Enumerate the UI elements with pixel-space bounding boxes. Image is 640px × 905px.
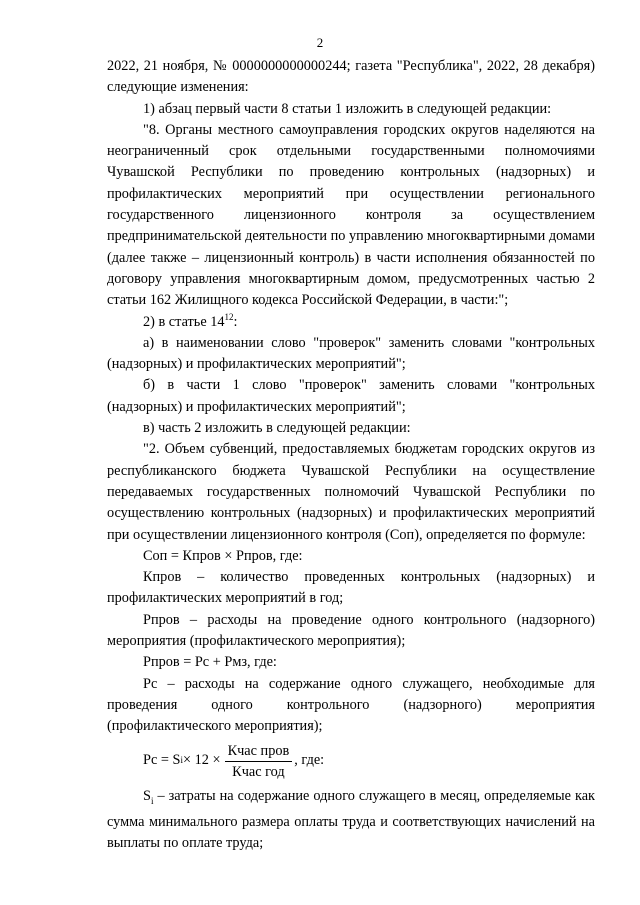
formula-rs-lhs: Рс = S [143,752,181,769]
paragraph-quote-2: "2. Объем субвенций, предоставляемых бюджетам городских округов из республиканского бюджета Чувашской Республики на осуществление передаваемых государственных полномочий Чувашской Республики по осуществлению контрольных (надзорных) и профилактических мероприятий при осуществлении лицензионного контроля (Соп), определяется по формуле: [107,441,595,543]
fraction-denominator: Кчас год [232,763,285,780]
paragraph-subitem-v: в) часть 2 изложить в следующей редакции: [143,420,411,437]
definition-rprov: Рпров – расходы на проведение одного контрольного (надзорного) мероприятия (профилактического мероприятия); [107,611,595,650]
definition-kprov: Кпров – количество проведенных контрольных (надзорных) и профилактических мероприятий в год; [107,569,595,607]
definition-rs: Рс – расходы на содержание одного служащего, необходимые для проведения одного контрольного (надзорного) мероприятия (профилактического мероприятия); [107,675,595,735]
paragraph-item-2 [107,312,595,333]
paragraph-subitem-a: a) в наименовании слово "проверок" заменить словами "контрольных (надзорных) и профилактических мероприятий"; [107,334,595,373]
formula-rs-subscript: i [180,755,183,766]
fraction-numerator: Кчас пров [225,741,293,762]
document-body [107,56,595,854]
formula-rs-fraction [225,741,293,782]
paragraph-quote-8: "8. Органы местного самоуправления городских округов наделяются на неограниченный срок отдельными государственными полномочиями Чувашской Республики по проведению контрольных (надзорных) и профилактических мероприятий при осуществлении регионального государственного лицензионного контроля за осуществлением предпринимательской деятельности по управлению многоквартирными домами (далее также – лицензионный контроль) в части исполнения обязанностей по договору управления многоквартирным домом, предусмотренных частью 2 статьи 162 Жилищного кодекса Российской Федерации, в части:"; [107,121,595,309]
formula-sop: Соп = Кпров × Рпров, где: [143,547,303,564]
item-2-superscript: 12 [224,311,234,322]
page-number: 2 [316,35,324,50]
formula-rprov: Рпров = Рс + Рмз, где: [143,654,277,671]
si-text: – затраты на содержание одного служащего в месяц, определяемые как сумма минимального размера оплаты труда и соответствующих начислений на выплаты по оплате труда; [107,787,595,851]
paragraph-item-1: 1) абзац первый части 8 статьи 1 изложить в следующей редакции: [143,100,552,117]
formula-rs-mid: × 12 × [182,752,221,769]
si-subscript: i [150,795,154,806]
formula-rs-tail: , где: [294,752,325,769]
si-symbol: S [143,787,151,804]
definition-si [107,786,595,855]
formula-rs [143,741,595,782]
paragraph-subitem-b: б) в части 1 слово "проверок" заменить словами "контрольных (надзорных) и профилактических мероприятий"; [107,377,595,415]
paragraph-continuation: 2022, 21 ноября, № 0000000000000244; газета "Республика", 2022, 28 декабря) следующие изменения: [107,58,595,96]
item-2-text: 2) в статье 14 [143,313,225,330]
item-2-colon: : [233,313,238,330]
